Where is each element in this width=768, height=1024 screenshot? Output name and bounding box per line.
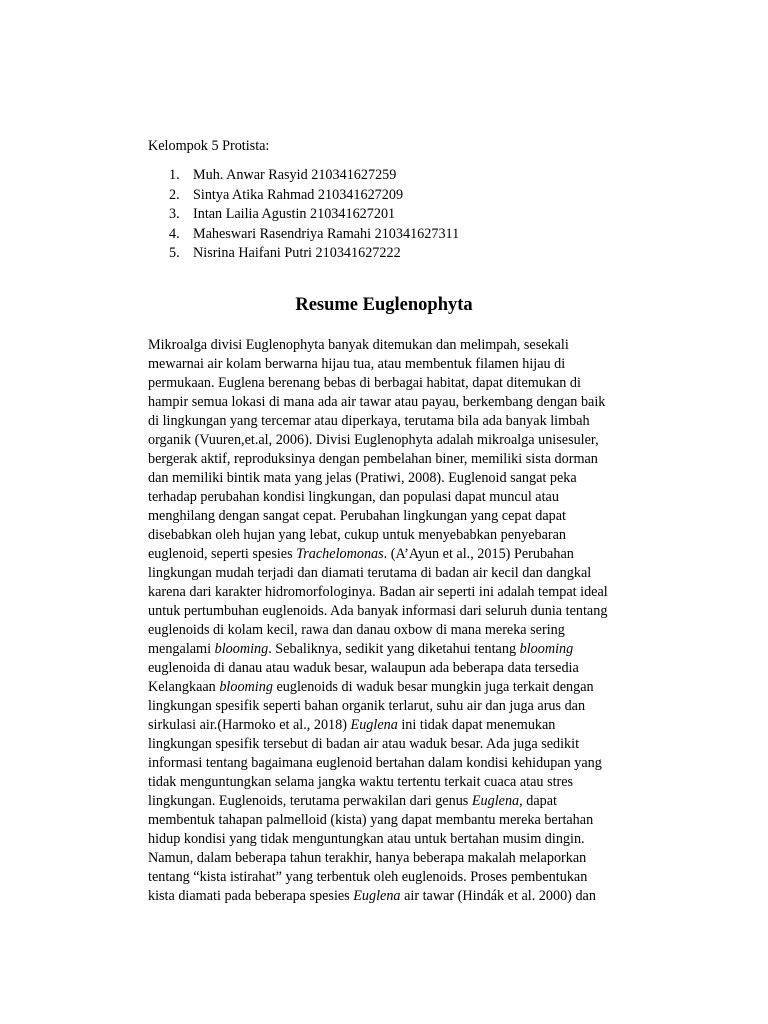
- text-run: lingkungan. Euglenoids, terutama perwakilan dari genus: [148, 793, 472, 809]
- text-run: ini tidak dapat menemukan: [397, 717, 556, 733]
- text-run: karena dari karakter hidromorfologinya. Badan air seperti ini adalah tempat ideal: [148, 584, 608, 600]
- text-run: Mikroalga divisi Euglenophyta banyak ditemukan dan melimpah, sesekali: [148, 337, 569, 353]
- text-run: membentuk tahapan palmelloid (kista) yang dapat membantu mereka bertahan: [148, 812, 594, 828]
- text-run: mengalami: [148, 641, 215, 657]
- text-line: [148, 887, 658, 906]
- text-run: lingkungan mudah terjadi dan diamati terutama di badan air kecil dan dangkal: [148, 565, 592, 581]
- text-run: kista diamati pada beberapa spesies: [148, 888, 354, 904]
- member-name: Intan Lailia Agustin 210341627201: [193, 206, 396, 222]
- member-list-item: [169, 186, 459, 206]
- text-run: menghilang dengan sangat cepat. Perubahan lingkungan yang cepat dapat: [148, 508, 566, 524]
- text-line: [148, 659, 658, 678]
- text-run: sirkulasi air.(Harmoko et al., 2018): [148, 717, 351, 733]
- text-run: . (A’Ayun et al., 2015) Perubahan: [383, 546, 574, 562]
- member-list-item: [169, 225, 459, 245]
- text-run: euglenoid, seperti spesies: [148, 546, 297, 562]
- member-name: Maheswari Rasendriya Ramahi 210341627311: [193, 225, 460, 242]
- text-line: [148, 754, 658, 773]
- text-run: permukaan. Euglena berenang bebas di berbagai habitat, dapat ditemukan di: [148, 375, 581, 391]
- text-run: terhadap perubahan kondisi lingkungan, dan populasi dapat muncul atau: [148, 489, 559, 505]
- text-run: tidak menguntungkan selama jangka waktu tertentu terkait cuaca atau stres: [148, 774, 574, 790]
- text-run: di lingkungan yang tercemar atau diperkaya, terutama bila ada banyak limbah: [148, 413, 590, 429]
- text-run: hidup kondisi yang tidak menguntungkan atau untuk bertahan musim dingin.: [148, 831, 585, 847]
- document-title: Resume Euglenophyta: [295, 295, 473, 315]
- text-line: [148, 640, 658, 659]
- text-run: Kelangkaan: [148, 679, 220, 695]
- text-line: [148, 488, 658, 507]
- italic-term: Euglena: [350, 717, 398, 733]
- text-run: lingkungan spesifik seperti bahan organik terlarut, suhu air dan juga arus dan: [148, 698, 586, 714]
- text-line: [148, 583, 658, 602]
- member-name: Muh. Anwar Rasyid 210341627259: [193, 167, 397, 183]
- text-line: [148, 431, 658, 450]
- text-line: [148, 773, 658, 792]
- italic-term: Euglena: [471, 793, 520, 809]
- text-line: [148, 792, 658, 811]
- text-line: [148, 564, 658, 583]
- member-list-item: [169, 166, 459, 186]
- italic-term: blooming: [214, 641, 269, 657]
- italic-term: blooming: [519, 641, 574, 657]
- text-line: [148, 678, 658, 697]
- member-name: Nisrina Haifani Putri 210341627222: [193, 245, 401, 261]
- text-run: hampir semua lokasi di mana ada air tawar atau payau, berkembang dengan baik: [148, 394, 606, 410]
- member-list-item: [169, 205, 459, 225]
- italic-term: Euglena: [353, 888, 401, 904]
- member-number: 4.: [169, 225, 180, 242]
- member-name: Sintya Atika Rahmad 210341627209: [193, 186, 404, 203]
- text-line: [148, 602, 658, 621]
- text-line: [148, 336, 658, 355]
- text-run: untuk pertumbuhan euglenoids. Ada banyak informasi dari seluruh dunia tentang: [148, 603, 608, 619]
- text-line: [148, 868, 658, 887]
- italic-term: Trachelomonas: [296, 546, 384, 562]
- text-line: [148, 412, 658, 431]
- text-run: Namun, dalam beberapa tahun terakhir, hanya beberapa makalah melaporkan: [148, 850, 587, 866]
- text-line: [148, 621, 658, 640]
- text-run: lingkungan spesifik tersebut di badan air atau waduk besar. Ada juga sedikit: [148, 736, 580, 752]
- text-line: [148, 811, 658, 830]
- text-line: [148, 545, 658, 564]
- text-line: [148, 849, 658, 868]
- member-number: 1.: [169, 167, 180, 183]
- text-line: [148, 469, 658, 488]
- member-list: [169, 166, 459, 264]
- group-title: Kelompok 5 Protista:: [148, 138, 270, 154]
- member-number: 5.: [169, 245, 180, 261]
- text-run: , dapat: [519, 793, 557, 809]
- text-run: informasi tentang bagaimana euglenoid bertahan dalam kondisi kehidupan yang: [148, 755, 602, 771]
- text-line: [148, 374, 658, 393]
- text-run: . Sebaliknya, sedikit yang diketahui tentang: [268, 641, 520, 657]
- text-line: [148, 393, 658, 412]
- text-run: euglenoida di danau atau waduk besar, walaupun ada beberapa data tersedia: [148, 660, 579, 676]
- text-run: disebabkan oleh hujan yang lebat, cukup untuk menyebabkan penyebaran: [148, 527, 566, 543]
- text-run: tentang “kista istirahat” yang terbentuk oleh euglenoids. Proses pembentukan: [148, 869, 588, 885]
- text-line: [148, 526, 658, 545]
- member-number: 2.: [169, 186, 180, 203]
- text-run: organik (Vuuren,et.al, 2006). Divisi Euglenophyta adalah mikroalga unisesuler,: [148, 432, 599, 448]
- member-list-item: [169, 244, 459, 264]
- text-run: mewarnai air kolam berwarna hijau tua, atau membentuk filamen hijau di: [148, 356, 566, 372]
- member-number: 3.: [169, 206, 180, 222]
- text-run: euglenoids di kolam kecil, rawa dan danau oxbow di mana mereka sering: [148, 622, 565, 638]
- text-line: [148, 450, 658, 469]
- text-run: air tawar (Hindák et al. 2000) dan: [400, 888, 596, 904]
- text-line: [148, 735, 658, 754]
- text-run: dan memiliki bintik mata yang jelas (Pratiwi, 2008). Euglenoid sangat peka: [148, 470, 577, 486]
- text-line: [148, 697, 658, 716]
- italic-term: blooming: [219, 679, 273, 695]
- text-line: [148, 830, 658, 849]
- body-paragraph: [148, 336, 658, 906]
- text-run: bergerak aktif, reproduksinya dengan pembelahan biner, memiliki sista dorman: [148, 451, 598, 467]
- text-run: euglenoids di waduk besar mungkin juga terkait dengan: [272, 679, 594, 695]
- text-line: [148, 355, 658, 374]
- text-line: [148, 507, 658, 526]
- text-line: [148, 716, 658, 735]
